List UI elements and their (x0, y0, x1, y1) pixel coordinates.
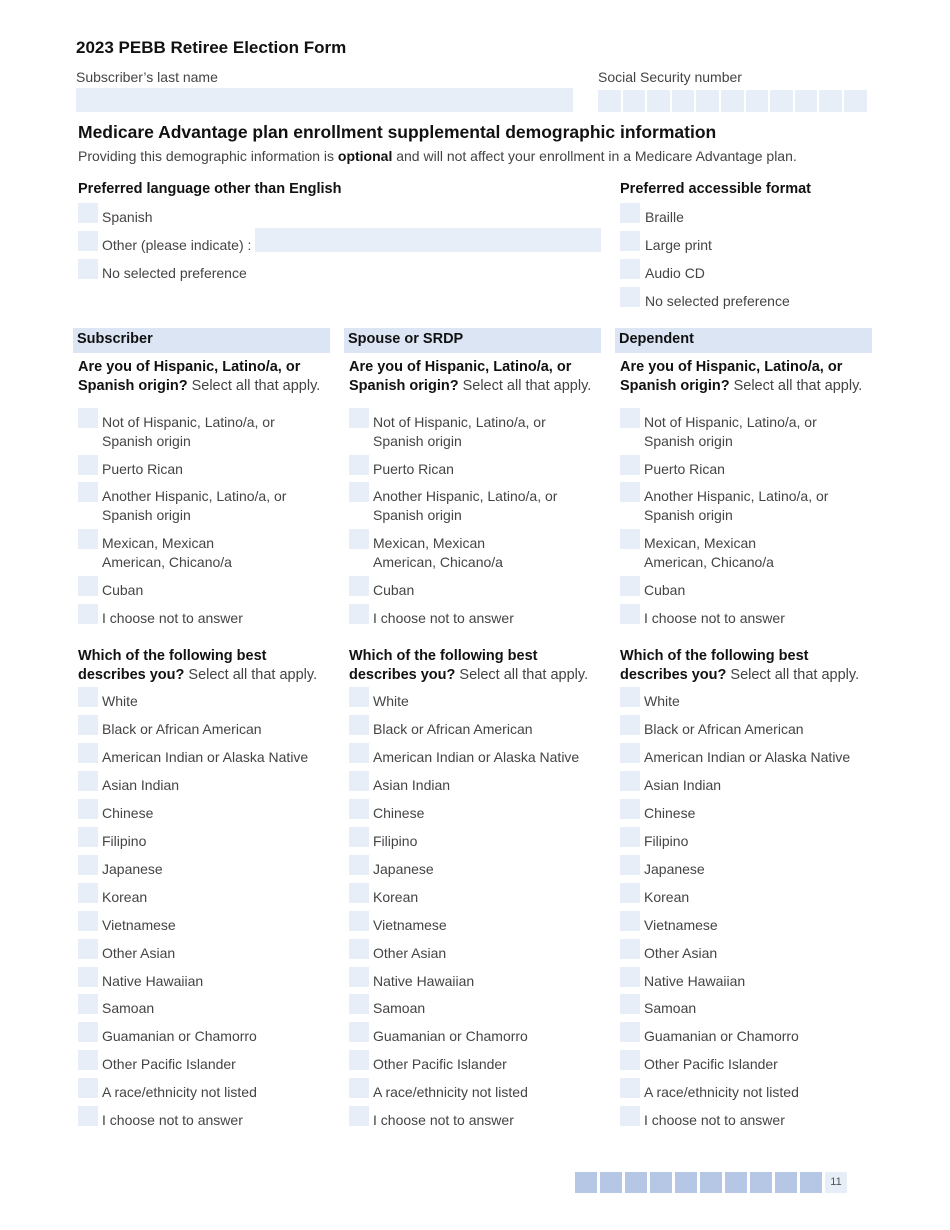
race-checkbox[interactable] (620, 1050, 640, 1070)
race-option-label: Vietnamese (102, 916, 176, 933)
ssn-field[interactable] (598, 90, 867, 112)
race-checkbox[interactable] (620, 743, 640, 763)
hispanic-checkbox[interactable] (78, 576, 98, 596)
race-option-label: Black or African American (373, 720, 533, 737)
race-option-label: Native Hawaiian (644, 972, 746, 989)
race-checkbox[interactable] (349, 1022, 369, 1042)
footer-bar-cell (750, 1172, 772, 1193)
race-checkbox[interactable] (78, 883, 98, 903)
race-option-label: A race/ethnicity not listed (373, 1084, 528, 1101)
race-checkbox[interactable] (349, 939, 369, 959)
race-option-label: Other Asian (644, 944, 718, 961)
footer-bar-cell (800, 1172, 822, 1193)
race-checkbox[interactable] (78, 911, 98, 931)
race-option-label: Other Asian (102, 944, 176, 961)
hispanic-option-label: Cuban (102, 582, 144, 598)
race-option-label: American Indian or Alaska Native (644, 748, 851, 765)
footer-bar-cell (650, 1172, 672, 1193)
hispanic-option-label: Not of Hispanic, Latino/a, or Spanish origin (644, 414, 817, 449)
hispanic-option-label: Mexican, Mexican American, Chicano/a (373, 535, 503, 570)
ssn-digit-box[interactable] (795, 90, 818, 112)
hispanic-option-label: Another Hispanic, Latino/a, or Spanish origin (373, 488, 558, 523)
hispanic-option-label: I choose not to answer (102, 610, 243, 626)
race-checkbox[interactable] (78, 827, 98, 847)
race-option-label: Other Asian (373, 944, 447, 961)
ssn-digit-box[interactable] (844, 90, 867, 112)
last-name-label: Subscriber’s last name (76, 69, 218, 85)
race-option-label: Native Hawaiian (102, 972, 204, 989)
format-checkbox[interactable] (620, 231, 640, 251)
hispanic-checkbox[interactable] (620, 529, 640, 549)
race-checkbox[interactable] (349, 715, 369, 735)
format-option-label: No selected preference (645, 293, 790, 309)
ssn-digit-box[interactable] (623, 90, 646, 112)
race-checkbox[interactable] (349, 687, 369, 707)
race-checkbox[interactable] (620, 1022, 640, 1042)
race-option-label: Guamanian or Chamorro (644, 1028, 799, 1045)
race-option-label: Chinese (102, 804, 154, 821)
race-question: Which of the following best describes you? Select all that apply. (78, 648, 318, 683)
race-option-label: Guamanian or Chamorro (373, 1028, 528, 1045)
hispanic-checkbox[interactable] (78, 604, 98, 624)
hispanic-question: Are you of Hispanic, Latino/a, or Spanish origin? Select all that apply. (78, 359, 321, 394)
race-checkbox[interactable] (349, 1078, 369, 1098)
race-option-label: Asian Indian (644, 776, 722, 793)
hispanic-checkbox[interactable] (349, 482, 369, 502)
hispanic-checkbox[interactable] (78, 529, 98, 549)
format-option-label: Braille (645, 209, 684, 225)
hispanic-checkbox[interactable] (78, 482, 98, 502)
race-option-label: A race/ethnicity not listed (102, 1084, 257, 1101)
hispanic-option-label: I choose not to answer (644, 610, 785, 626)
footer-bar (575, 1172, 847, 1193)
format-heading: Preferred accessible format (620, 181, 812, 197)
ssn-digit-box[interactable] (696, 90, 719, 112)
ssn-digit-box[interactable] (672, 90, 695, 112)
footer-bar-cell (700, 1172, 722, 1193)
race-option-label: Vietnamese (373, 916, 447, 933)
ssn-digit-box[interactable] (598, 90, 621, 112)
race-option-label: Samoan (373, 1000, 426, 1017)
hispanic-checkbox[interactable] (620, 408, 640, 428)
other-language-field[interactable] (255, 228, 601, 252)
section-title: Medicare Advantage plan enrollment supplemental demographic information (78, 122, 717, 142)
race-checkbox[interactable] (620, 687, 640, 707)
hispanic-checkbox[interactable] (620, 482, 640, 502)
ssn-digit-box[interactable] (819, 90, 842, 112)
language-option-label: Spanish (102, 209, 153, 225)
race-checkbox[interactable] (620, 883, 640, 903)
race-option-label: Chinese (644, 804, 696, 821)
footer-bar-cell (775, 1172, 797, 1193)
optional-note: Providing this demographic information is optional and will not affect your enrollment in a Medicare Advantage plan. (78, 148, 797, 164)
race-option-label: Asian Indian (373, 776, 451, 793)
last-name-field[interactable] (76, 88, 573, 112)
race-option-label: I choose not to answer (102, 1112, 243, 1129)
race-checkbox[interactable] (349, 827, 369, 847)
race-checkbox[interactable] (349, 911, 369, 931)
race-option-label: I choose not to answer (644, 1112, 785, 1129)
race-option-label: Filipino (102, 832, 147, 849)
footer-bar-cell (675, 1172, 697, 1193)
race-option-label: Japanese (644, 860, 705, 877)
race-question: Which of the following best describes you? Select all that apply. (620, 648, 860, 683)
hispanic-option-label: Not of Hispanic, Latino/a, or Spanish origin (373, 414, 546, 449)
race-checkbox[interactable] (78, 687, 98, 707)
race-checkbox[interactable] (620, 1106, 640, 1126)
race-option-label: Japanese (373, 860, 434, 877)
race-checkbox[interactable] (78, 715, 98, 735)
hispanic-checkbox[interactable] (349, 604, 369, 624)
race-question: Which of the following best describes you? Select all that apply. (349, 648, 589, 683)
race-checkbox[interactable] (78, 1022, 98, 1042)
race-option-label: Native Hawaiian (373, 972, 475, 989)
race-checkbox[interactable] (620, 799, 640, 819)
ssn-label: Social Security number (598, 69, 742, 85)
hispanic-option-label: Not of Hispanic, Latino/a, or Spanish origin (102, 414, 275, 449)
race-option-label: Chinese (373, 804, 425, 821)
format-option-label: Audio CD (645, 265, 705, 281)
hispanic-option-label: Puerto Rican (373, 461, 454, 477)
race-checkbox[interactable] (620, 939, 640, 959)
format-checkbox[interactable] (620, 203, 640, 223)
race-option-label: American Indian or Alaska Native (102, 748, 309, 765)
race-checkbox[interactable] (78, 855, 98, 875)
race-checkbox[interactable] (78, 771, 98, 791)
format-checkbox[interactable] (620, 259, 640, 279)
race-checkbox[interactable] (78, 1050, 98, 1070)
race-checkbox[interactable] (349, 1050, 369, 1070)
footer-bar-cell (600, 1172, 622, 1193)
hispanic-checkbox[interactable] (349, 408, 369, 428)
hispanic-checkbox[interactable] (349, 576, 369, 596)
hispanic-option-label: Mexican, Mexican American, Chicano/a (102, 535, 232, 570)
hispanic-option-label: Mexican, Mexican American, Chicano/a (644, 535, 774, 570)
ssn-digit-box[interactable] (647, 90, 670, 112)
hispanic-option-label: Another Hispanic, Latino/a, or Spanish origin (644, 488, 829, 523)
race-option-label: Filipino (644, 832, 689, 849)
race-option-label: Other Pacific Islander (644, 1056, 778, 1073)
race-option-label: Korean (373, 888, 419, 905)
language-checkbox[interactable] (78, 203, 98, 223)
race-option-label: Other Pacific Islander (102, 1056, 236, 1073)
race-checkbox[interactable] (349, 855, 369, 875)
race-checkbox[interactable] (78, 939, 98, 959)
ssn-digit-box[interactable] (721, 90, 744, 112)
race-checkbox[interactable] (349, 1106, 369, 1126)
race-checkbox[interactable] (620, 827, 640, 847)
race-option-label: I choose not to answer (373, 1112, 514, 1129)
ssn-digit-box[interactable] (770, 90, 793, 112)
language-option-label: Other (please indicate) : (102, 237, 252, 253)
race-checkbox[interactable] (349, 799, 369, 819)
language-option-label: No selected preference (102, 265, 247, 281)
race-checkbox[interactable] (620, 1078, 640, 1098)
hispanic-option-label: Cuban (644, 582, 686, 598)
race-option-label: Filipino (373, 832, 418, 849)
hispanic-option-label: I choose not to answer (373, 610, 514, 626)
race-option-label: White (373, 693, 409, 709)
race-option-label: Japanese (102, 860, 163, 877)
hispanic-option-label: Cuban (373, 582, 415, 598)
race-checkbox[interactable] (620, 715, 640, 735)
language-heading: Preferred language other than English (78, 181, 342, 197)
race-option-label: Samoan (644, 1000, 697, 1017)
race-checkbox[interactable] (78, 994, 98, 1014)
race-checkbox[interactable] (620, 994, 640, 1014)
race-option-label: Black or African American (644, 720, 804, 737)
ssn-digit-box[interactable] (746, 90, 769, 112)
race-option-label: Guamanian or Chamorro (102, 1028, 257, 1045)
race-checkbox[interactable] (349, 771, 369, 791)
race-checkbox[interactable] (78, 967, 98, 987)
form-title: 2023 PEBB Retiree Election Form (76, 38, 347, 57)
race-checkbox[interactable] (620, 771, 640, 791)
race-option-label: A race/ethnicity not listed (644, 1084, 799, 1101)
race-option-label: Korean (644, 888, 690, 905)
race-option-label: American Indian or Alaska Native (373, 748, 580, 765)
race-checkbox[interactable] (620, 855, 640, 875)
race-checkbox[interactable] (349, 743, 369, 763)
race-checkbox[interactable] (78, 1106, 98, 1126)
format-option-label: Large print (645, 237, 712, 253)
footer-bar-cell (625, 1172, 647, 1193)
hispanic-question: Are you of Hispanic, Latino/a, or Spanish origin? Select all that apply. (620, 359, 863, 394)
hispanic-checkbox[interactable] (78, 455, 98, 475)
race-option-label: Korean (102, 888, 148, 905)
race-option-label: Asian Indian (102, 776, 180, 793)
race-checkbox[interactable] (78, 1078, 98, 1098)
footer-bar-cell (575, 1172, 597, 1193)
hispanic-checkbox[interactable] (78, 408, 98, 428)
race-checkbox[interactable] (78, 743, 98, 763)
column-heading-0: Subscriber (73, 328, 330, 353)
hispanic-checkbox[interactable] (620, 576, 640, 596)
race-checkbox[interactable] (349, 967, 369, 987)
race-option-label: Other Pacific Islander (373, 1056, 507, 1073)
race-checkbox[interactable] (349, 883, 369, 903)
hispanic-option-label: Puerto Rican (102, 461, 183, 477)
footer-bar-cell (725, 1172, 747, 1193)
race-option-label: White (644, 693, 680, 709)
race-checkbox[interactable] (349, 994, 369, 1014)
hispanic-checkbox[interactable] (349, 455, 369, 475)
hispanic-question: Are you of Hispanic, Latino/a, or Spanish origin? Select all that apply. (349, 359, 592, 394)
hispanic-option-label: Another Hispanic, Latino/a, or Spanish origin (102, 488, 287, 523)
hispanic-checkbox[interactable] (620, 455, 640, 475)
column-heading-2: Dependent (615, 328, 872, 353)
hispanic-option-label: Puerto Rican (644, 461, 725, 477)
race-checkbox[interactable] (620, 967, 640, 987)
race-option-label: Black or African American (102, 720, 262, 737)
race-option-label: Samoan (102, 1000, 155, 1017)
page-number: 11 (825, 1172, 847, 1193)
race-option-label: Vietnamese (644, 916, 718, 933)
race-option-label: White (102, 693, 138, 709)
format-checkbox[interactable] (620, 287, 640, 307)
hispanic-checkbox[interactable] (349, 529, 369, 549)
language-checkbox[interactable] (78, 231, 98, 251)
hispanic-checkbox[interactable] (620, 604, 640, 624)
race-checkbox[interactable] (620, 911, 640, 931)
column-heading-1: Spouse or SRDP (344, 328, 601, 353)
language-checkbox[interactable] (78, 259, 98, 279)
race-checkbox[interactable] (78, 799, 98, 819)
